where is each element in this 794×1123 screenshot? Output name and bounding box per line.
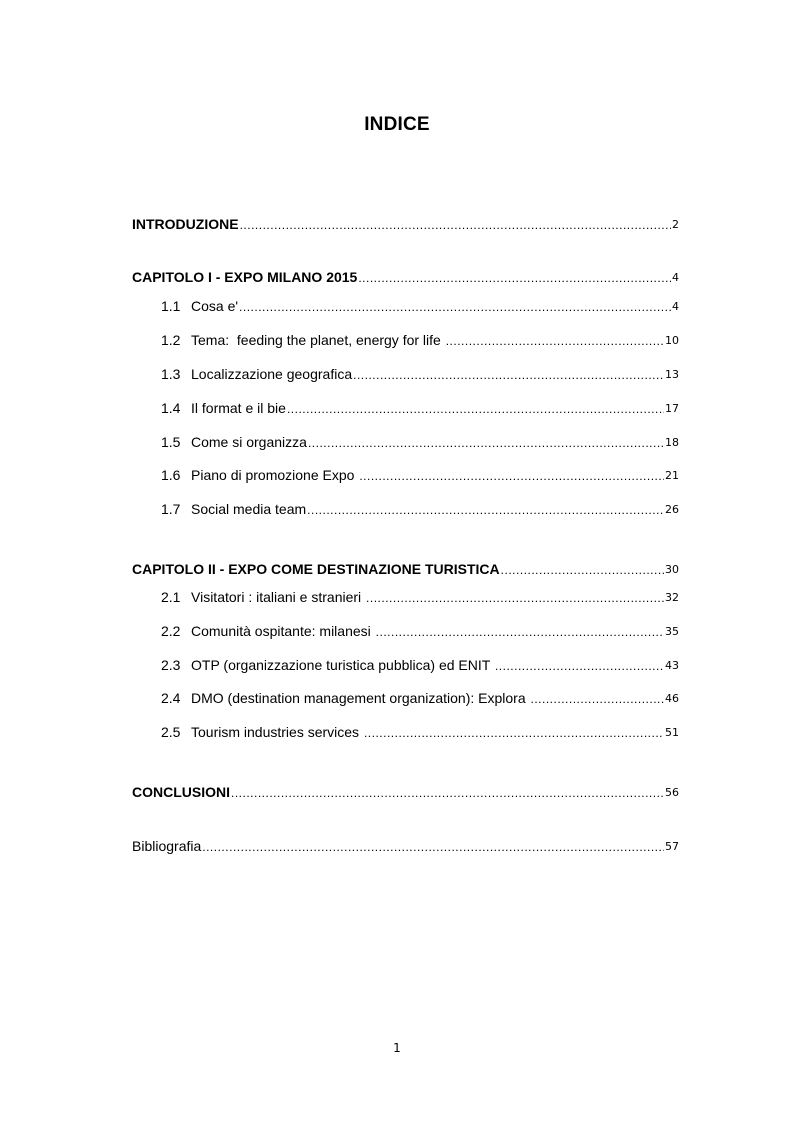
- toc-label: Visitatori : italiani e stranieri: [191, 589, 366, 605]
- dot-leader: [366, 591, 664, 605]
- toc-page-number: 32: [665, 591, 679, 604]
- section-number: 1.5: [161, 434, 181, 450]
- toc-entry-section[interactable]: [0, 619, 794, 639]
- dot-leader: [240, 218, 671, 232]
- toc-page-number: 2: [672, 218, 679, 231]
- section-number: 2.3: [161, 657, 181, 673]
- toc-page-number: 4: [672, 300, 679, 313]
- toc-entry-section[interactable]: [0, 463, 794, 483]
- toc-entry-section[interactable]: [0, 720, 794, 740]
- toc-entry-conclusioni[interactable]: [0, 780, 794, 800]
- toc-label: Localizzazione geografica: [191, 366, 353, 382]
- dot-leader: [353, 368, 664, 382]
- toc-entry-section[interactable]: [0, 362, 794, 382]
- toc-label: Come si organizza: [191, 434, 307, 450]
- toc-page-number: 43: [665, 659, 679, 672]
- section-number: 1.1: [161, 298, 181, 314]
- section-number: 2.1: [161, 589, 181, 605]
- toc-page-number: 26: [665, 503, 679, 516]
- dot-leader: [376, 625, 664, 639]
- toc-entry-section[interactable]: [0, 294, 794, 314]
- toc-page-number: 21: [665, 469, 679, 482]
- toc-label: Cosa e': [191, 298, 239, 314]
- section-number: 1.4: [161, 400, 181, 416]
- toc-entry-section[interactable]: [0, 396, 794, 416]
- toc-entry-bibliografia[interactable]: [0, 834, 794, 854]
- toc-page-number: 46: [665, 692, 679, 705]
- dot-leader: [231, 786, 664, 800]
- toc-entry-section[interactable]: [0, 653, 794, 673]
- toc-entry-section[interactable]: [0, 585, 794, 605]
- toc-entry-capitolo-2[interactable]: [0, 557, 794, 577]
- toc-page-number: 18: [665, 436, 679, 449]
- toc-label: OTP (organizzazione turistica pubblica) ed ENIT: [191, 657, 494, 673]
- dot-leader: [358, 271, 671, 285]
- toc-entry-section[interactable]: [0, 686, 794, 706]
- toc-page-number: 4: [672, 271, 679, 284]
- toc-label: Bibliografia: [132, 838, 202, 854]
- dot-leader: [364, 726, 664, 740]
- section-number: 2.2: [161, 623, 181, 639]
- dot-leader: [495, 659, 664, 673]
- dot-leader: [307, 503, 664, 517]
- toc-page-number: 13: [665, 368, 679, 381]
- section-number: 1.2: [161, 332, 181, 348]
- dot-leader: [531, 692, 664, 706]
- dot-leader: [287, 402, 664, 416]
- toc-entry-section[interactable]: [0, 328, 794, 348]
- toc-page-number: 10: [665, 334, 679, 347]
- toc-label: Piano di promozione Expo: [191, 467, 359, 483]
- toc-label: INTRODUZIONE: [132, 216, 239, 232]
- section-number: 1.3: [161, 366, 181, 382]
- page-title: INDICE: [364, 114, 430, 135]
- dot-leader: [501, 563, 664, 577]
- toc-page-number: 57: [665, 840, 679, 853]
- toc-label: DMO (destination management organization): Explora: [191, 690, 530, 706]
- toc-page-number: 56: [665, 786, 679, 799]
- dot-leader: [446, 334, 664, 348]
- toc-label: CAPITOLO II - EXPO COME DESTINAZIONE TURISTICA: [132, 561, 500, 577]
- toc-page-number: 17: [665, 402, 679, 415]
- toc-label: Tourism industries services: [191, 724, 363, 740]
- toc-page-number: 30: [665, 563, 679, 576]
- toc-entry-section[interactable]: [0, 430, 794, 450]
- toc-page-number: 35: [665, 625, 679, 638]
- toc-label: CONCLUSIONI: [132, 784, 230, 800]
- toc-label: CAPITOLO I - EXPO MILANO 2015: [132, 269, 358, 285]
- toc-page-number: 51: [665, 726, 679, 739]
- toc-entry-capitolo-1[interactable]: [0, 265, 794, 285]
- dot-leader: [239, 300, 671, 314]
- toc-label: Social media team: [191, 501, 307, 517]
- section-number: 1.7: [161, 501, 181, 517]
- section-number: 2.4: [161, 690, 181, 706]
- page-number: 1: [393, 1041, 401, 1055]
- toc-label: Tema: feeding the planet, energy for life: [191, 332, 445, 348]
- section-number: 2.5: [161, 724, 181, 740]
- toc-label: Comunità ospitante: milanesi: [191, 623, 375, 639]
- toc-label: Il format e il bie: [191, 400, 286, 416]
- toc-entry-introduzione[interactable]: [0, 212, 794, 232]
- section-number: 1.6: [161, 467, 181, 483]
- dot-leader: [202, 840, 664, 854]
- toc-entry-section[interactable]: [0, 497, 794, 517]
- dot-leader: [359, 469, 664, 483]
- dot-leader: [308, 436, 664, 450]
